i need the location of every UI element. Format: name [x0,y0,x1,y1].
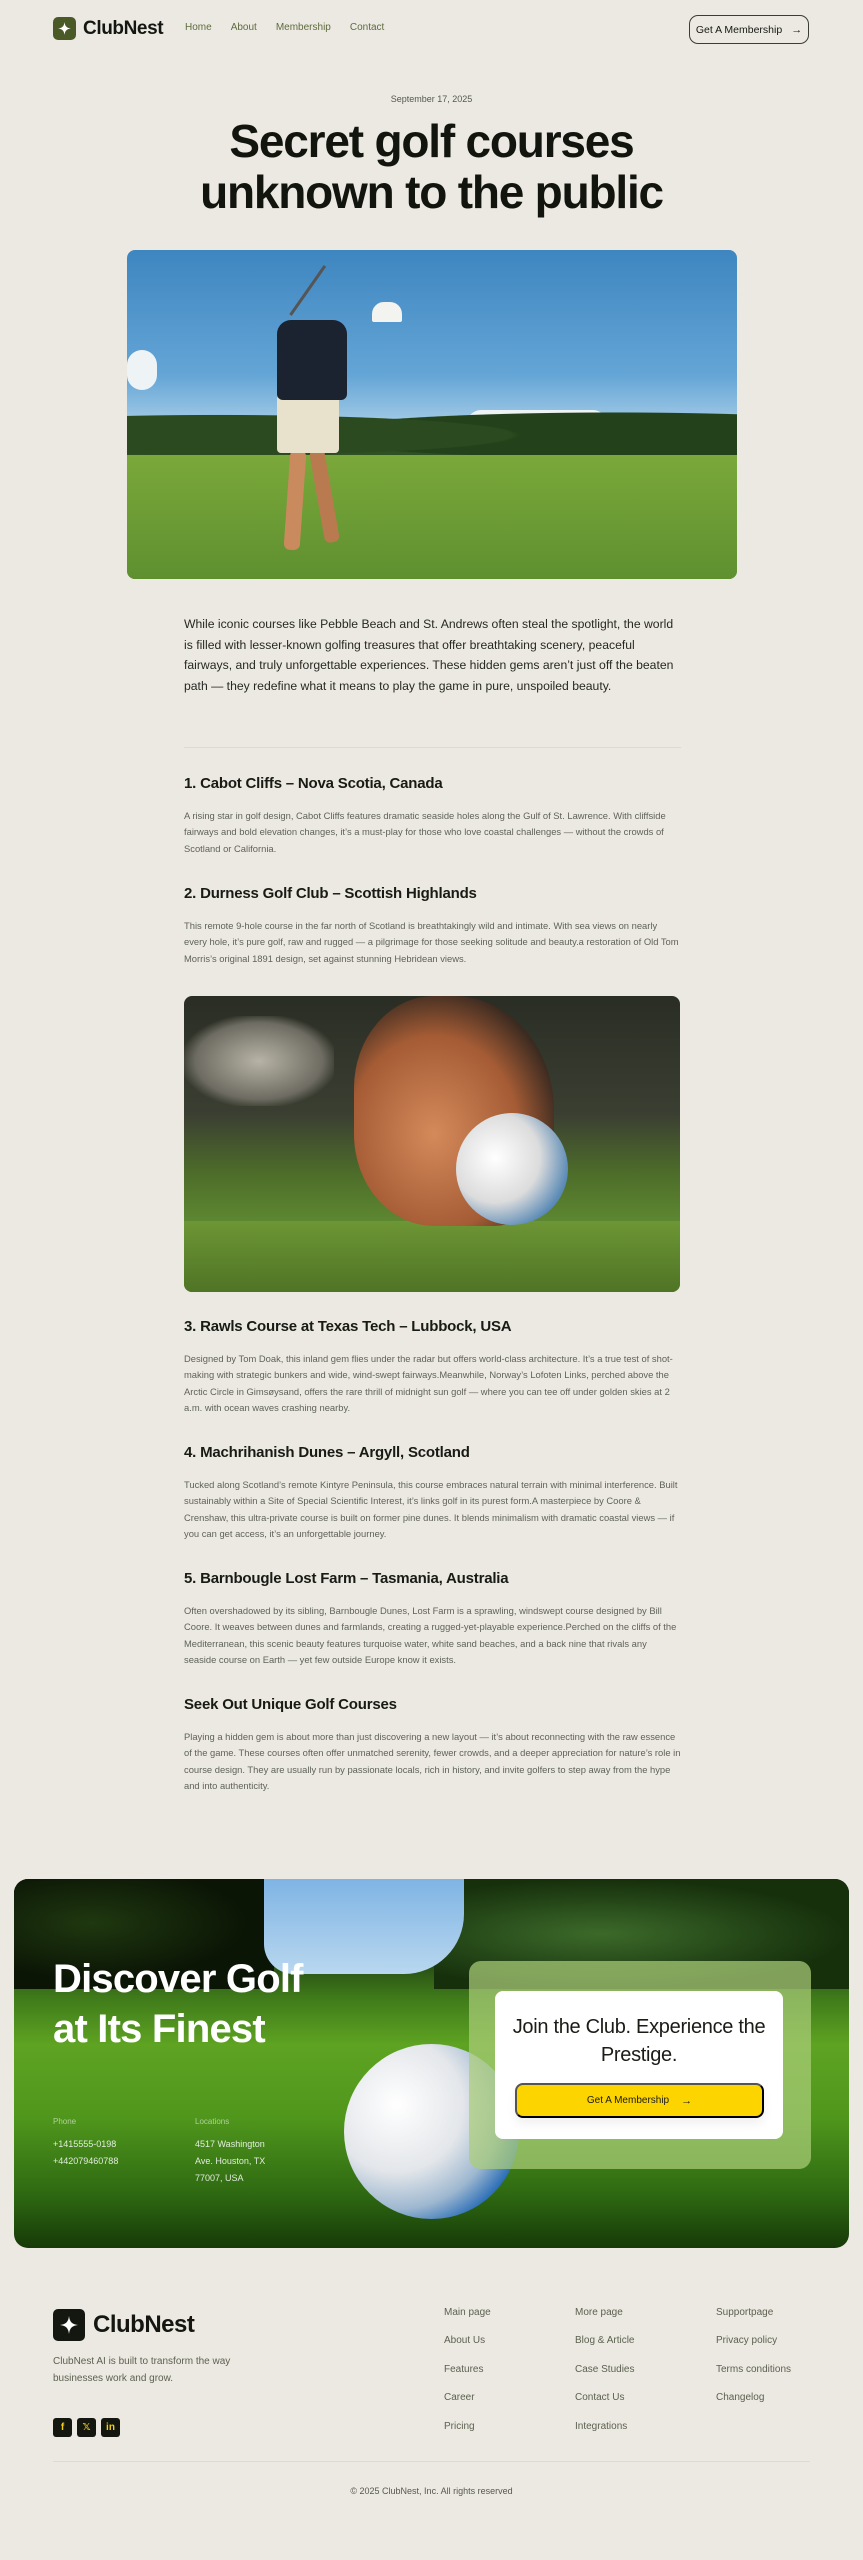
sparkle-logo-icon [53,2309,85,2341]
phone-number-uk[interactable]: +442079460788 [53,2156,119,2166]
footer-link-pricing[interactable]: Pricing [444,2420,475,2432]
address-line: Ave. Houston, TX [195,2156,266,2166]
section-body: This remote 9-hole course in the far north of Scotland is breathtakingly wild and intimate. With sea views on nearly every hole, it’s pure golf, raw and rugged — a pilgrimage for those seeking solitude and beauty.a restoration of Old Tom Morris’s original 1891 design, set against stunning Hebridean views. [184,920,679,964]
fairway [127,455,737,579]
footer-brand-logo[interactable] [53,2309,194,2341]
top-navbar [0,0,863,58]
join-membership-label: Get A Membership [586,2095,670,2106]
join-panel [469,1961,811,2169]
inline-image-golf-ball [184,996,680,1292]
title-line-1: Secret golf courses [229,115,634,167]
footer-link-terms[interactable]: Terms conditions [716,2363,792,2375]
footer-brand-name: ClubNest [93,2311,195,2338]
article-section-5 [184,1570,681,1668]
article-lead: While iconic courses like Pebble Beach and St. Andrews often steal the spotlight, the world is filled with lesser-known golfing treasures that offer breathtaking scenery, peaceful fairways, and truly unforgettable experiences. These hidden gems aren’t just off the beaten path — they redefine what it means to play the game in pure, unspoiled beauty. [184,617,674,693]
address-line: 4517 Washington [195,2139,265,2149]
phone-label: Phone [53,2117,77,2126]
footer-divider [53,2461,810,2462]
golfer-cap [372,302,402,322]
nav-link-about[interactable]: About [230,22,257,33]
article-section-4 [184,1444,681,1542]
nav-link-contact[interactable]: Contact [349,22,385,33]
sparkle-logo-icon [53,17,76,40]
brand-logo[interactable] [53,17,163,40]
footer-link-changelog[interactable]: Changelog [716,2392,765,2404]
cloud-shape [127,350,157,390]
location-block [195,2113,265,2187]
section-heading: 2. Durness Golf Club – Scottish Highlands [184,885,477,902]
nav-link-membership[interactable]: Membership [275,22,331,33]
membership-cta-banner [14,1879,849,2248]
footer-link-support[interactable]: Supportpage [716,2307,774,2318]
section-body: Tucked along Scotland’s remote Kintyre Peninsula, this course embraces natural terrain with minimal interference. Built sustainably within a Site of Special Scientific Interest, it’s links golf in its purest form.A masterpiece by Coore & Crenshaw, this ultra-private course is built on former pine dunes. It blends minimalism with dramatic coastal views — if you can get access, it’s an unforgettable journey. [184,1479,678,1539]
arrow-right-icon: → [681,2094,693,2107]
section-body: A rising star in golf design, Cabot Cliffs features dramatic seaside holes along the Gulf of St. Lawrence. With cliffside fairways and bold elevation changes, it’s a must-play for those who love coastal challenges — without the crowds of Scotland or California. [184,810,666,854]
get-membership-button[interactable] [689,15,809,44]
brand-name: ClubNest [83,17,164,39]
footer-column-1 [444,2306,491,2434]
section-body: Designed by Tom Doak, this inland gem flies under the radar but offers world-class architecture. It’s a true test of shot-making with strategic bunkers and wide, wind-swept fairways.Meanwhile, Norway’s Lofoten Links, perched above the Arctic Circle in Gimsøysand, offers the rare thrill of midnight sun golf — where you can tee off under golden skies at 2 a.m. with ocean waves crashing nearby. [184,1353,673,1413]
join-membership-button[interactable] [515,2083,764,2118]
get-membership-label: Get A Membership [695,23,783,36]
arrow-right-icon: → [791,23,803,36]
footer-link-main-page[interactable]: Main page [444,2307,491,2318]
publish-date: September 17, 2025 [390,94,473,104]
copyright: © 2025 ClubNest, Inc. All rights reserved [350,2486,513,2496]
address-line: 77007, USA [195,2173,244,2183]
social-links [53,2418,120,2437]
cta-title-line-1: Discover Golf [53,1957,303,2001]
footer-link-contact-us[interactable]: Contact Us [575,2392,625,2404]
footer-link-about-us[interactable]: About Us [444,2335,486,2347]
golf-ball [456,1113,568,1225]
hero-image-golfer [127,250,737,579]
join-card [495,1991,783,2139]
footer-link-features[interactable]: Features [444,2363,484,2375]
facebook-icon[interactable]: f [53,2418,72,2437]
section-heading: 1. Cabot Cliffs – Nova Scotia, Canada [184,775,443,792]
footer-link-integrations[interactable]: Integrations [575,2420,628,2432]
footer-link-career[interactable]: Career [444,2392,475,2404]
cta-title [53,1954,303,2054]
x-twitter-icon[interactable]: 𝕏 [77,2418,96,2437]
section-body: Playing a hidden gem is about more than just discovering a new layout — it’s about reconnecting with the raw essence of the game. These courses often offer unmatched serenity, fewer crowds, and a deeper appreciation for nature’s role in course design. They are usually run by passionate locals, rich in history, and invite golfers to step away from the hype and into authenticity. [184,1731,681,1791]
location-label: Locations [195,2117,230,2126]
page-title [0,116,863,218]
footer-link-case-studies[interactable]: Case Studies [575,2363,635,2375]
golfer-shirt [277,320,347,400]
join-card-title: Join the Club. Experience the Prestige. [512,2016,766,2066]
title-line-2: unknown to the public [200,166,663,218]
footer-description: ClubNest AI is built to transform the way businesses work and grow. [53,2356,231,2384]
section-body: Often overshadowed by its sibling, Barnbougle Dunes, Lost Farm is a sprawling, windswept course designed by Bill Coore. It weaves between dunes and farmlands, creating a rugged-yet-playable experience.Perched on the cliffs of the Mediterranean, this scenic beauty features turquoise water, white sand beaches, and a back nine that rivals any seaside course on Earth — yet few outside Europe know it exists. [184,1605,677,1665]
linkedin-icon[interactable]: in [101,2418,120,2437]
phone-block [53,2113,118,2170]
golf-club [289,265,326,316]
article-section-2 [184,885,681,967]
footer-link-more-page[interactable]: More page [575,2307,623,2318]
nav-link-home[interactable]: Home [185,22,212,33]
main-nav [185,22,384,33]
article-section-conclusion [184,1696,681,1794]
section-heading: 4. Machrihanish Dunes – Argyll, Scotland [184,1444,470,1461]
background-blur [184,1016,334,1106]
phone-number-us[interactable]: +1415555-0198 [53,2139,117,2149]
section-heading: 3. Rawls Course at Texas Tech – Lubbock, USA [184,1318,512,1335]
grass [184,1221,680,1292]
footer-column-3 [716,2306,791,2405]
footer-link-blog[interactable]: Blog & Article [575,2335,635,2347]
footer-column-2 [575,2306,634,2434]
golfer-shorts [277,395,339,453]
section-heading: 5. Barnbougle Lost Farm – Tasmania, Australia [184,1570,509,1587]
article-section-3 [184,1318,681,1416]
article-section-1 [184,775,681,857]
section-divider [184,747,681,748]
section-heading: Seek Out Unique Golf Courses [184,1696,397,1713]
cta-title-line-2: at Its Finest [53,2007,265,2051]
footer-link-privacy[interactable]: Privacy policy [716,2335,778,2347]
